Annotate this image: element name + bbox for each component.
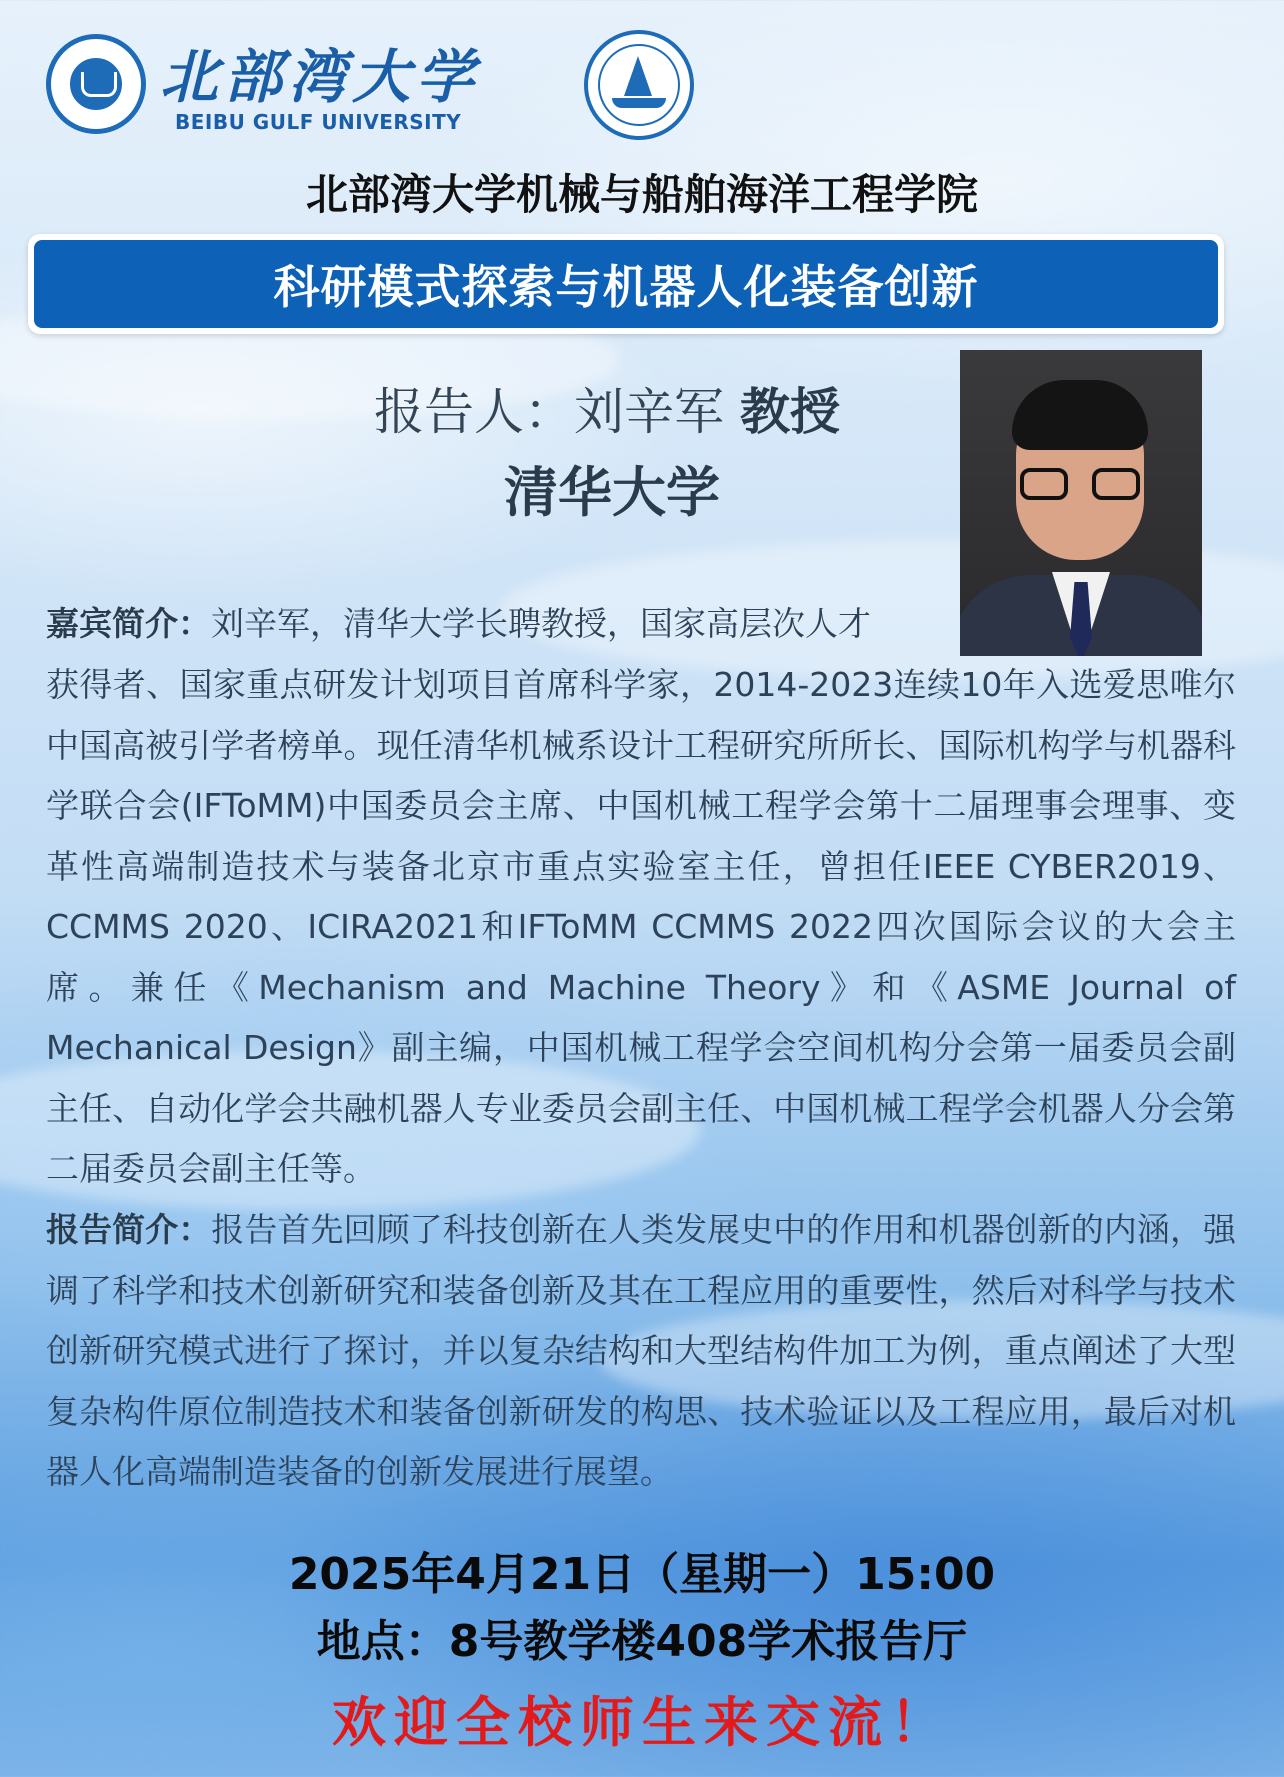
welcome-message: 欢迎全校师生来交流！: [332, 1690, 952, 1754]
bio-label: 嘉宾简介：: [46, 604, 211, 643]
college-name: 北部湾大学机械与船舶海洋工程学院: [305, 170, 978, 219]
talk-title: 科研模式探索与机器人化装备创新: [273, 260, 979, 314]
bio-first-line: [46, 594, 946, 655]
university-name-cn: 北部湾大学: [160, 43, 481, 111]
title-banner: [28, 234, 1224, 334]
university-emblem-icon: [46, 34, 146, 134]
bio-text: 获得者、国家重点研发计划项目首席科学家，2014-2023连续10年入选爱思唯尔中国高被引学者榜单。现任清华机械系设计工程研究所所长、国际机构学与机器科学联合会(IFToMM)中国委员会主席、中国机械工程学会第十二届理事会理事、变革性高端制造技术与装备北京市重点实验室主任，曾担任IEEE CYBER2019、CCMMS 2020、ICIRA2021和IFToMM CCMMS 2022四次国际会议的大会主席。兼任《Mechanism and Machine Theory》和《ASME Journal of Mechanical Design》副主编，中国机械工程学会空间机构分会第一届委员会副主任、自动化学会共融机器人专业委员会副主任、中国机械工程学会机器人分会第二届委员会副主任等。: [46, 665, 1236, 1188]
report-text: 报告首先回顾了科技创新在人类发展史中的作用和机器创新的内涵，强调了科学和技术创新研究和装备创新及其在工程应用的重要性，然后对科学与技术创新研究模式进行了探讨，并以复杂结构和大型结构件加工为例，重点阐述了大型复杂构件原位制造技术和装备创新研发的构思、技术验证以及工程应用，最后对机器人化高端制造装备的创新发展进行展望。: [46, 1210, 1237, 1491]
speaker-affiliation: 清华大学: [504, 461, 720, 524]
speaker-photo: [960, 350, 1202, 656]
bio-first-text: 刘辛军，清华大学长聘教授，国家高层次人才: [211, 604, 871, 643]
university-name-en: BEIBU GULF UNIVERSITY: [175, 110, 462, 134]
college-emblem-icon: [584, 30, 694, 140]
report-label: 报告简介：: [46, 1210, 212, 1249]
event-datetime: 2025年4月21日（星期一）15:00: [288, 1549, 996, 1600]
report-summary: [46, 1200, 1236, 1503]
speaker-rank: 教授: [739, 383, 840, 441]
speaker-name: 报告人：刘辛军: [374, 383, 725, 441]
event-place: 地点：8号教学楼408学术报告厅: [316, 1616, 968, 1667]
